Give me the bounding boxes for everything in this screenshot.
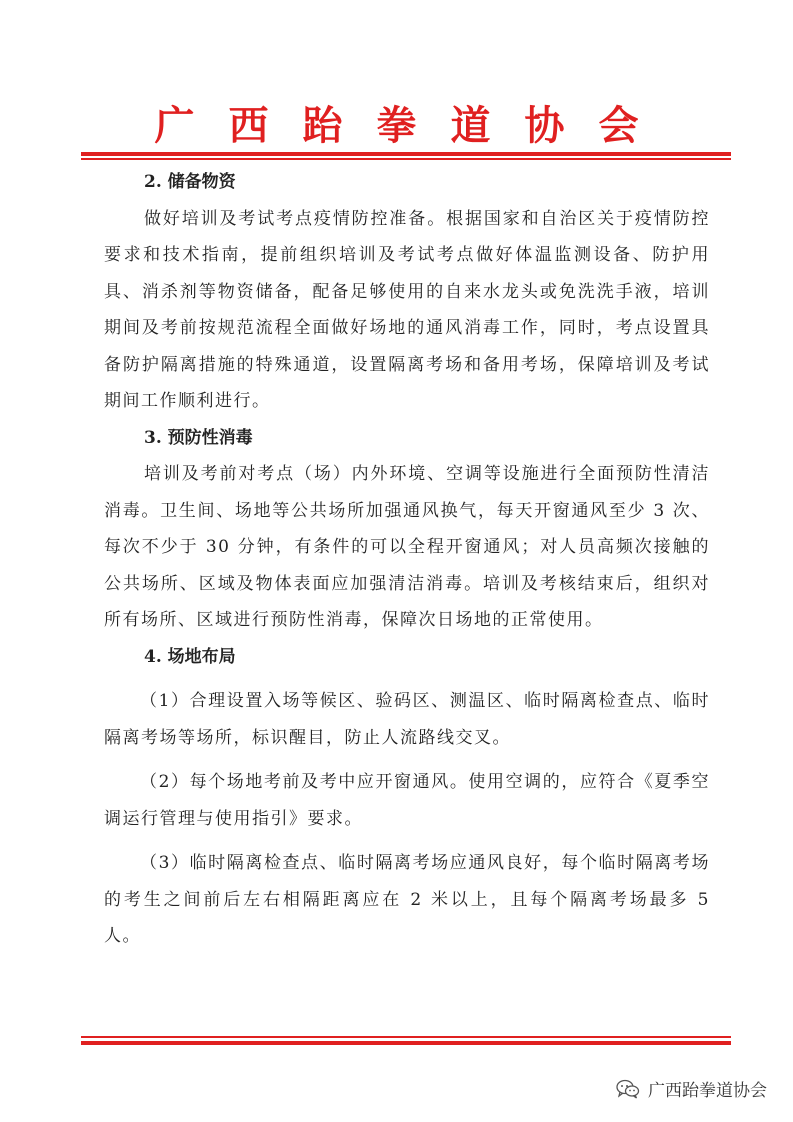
watermark-brand-text: 广西跆拳道协会: [648, 1081, 767, 1101]
letterhead-title: 广西跆拳道协会: [154, 102, 673, 149]
paragraph: 培训及考前对考点（场）内外环境、空调等设施进行全面预防性清洁消毒。卫生间、场地等公共场所加强通风换气，每天开窗通风至少 3 次、每次不少于 30 分钟，有条件的可以全程开窗通风；对人员高频次接触的公共场所、区域及物体表面应加强清洁消毒。培训及考核结束后，组织对所有场所、区域进行预防性消毒，保障次日场地的正常使用。: [104, 464, 710, 630]
section-heading: 2. 储备物资: [144, 172, 236, 192]
section-heading: 4. 场地布局: [144, 646, 236, 667]
list-item: （3）临时隔离检查点、临时隔离考场应通风良好，每个临时隔离考场的考生之间前后左右相隔距离应在 2 米以上，且每个隔离考场最多 5 人。: [104, 853, 710, 946]
list-item: （1）合理设置入场等候区、验码区、测温区、临时隔离检查点、临时隔离考场等场所，标识醒目，防止人流路线交叉。: [104, 691, 710, 748]
paragraph: 做好培训及考试考点疫情防控准备。根据国家和自治区关于疫情防控要求和技术指南，提前组织培训及考试考点做好体温监测设备、防护用具、消杀剂等物资储备，配备足够使用的自来水龙头或免洗洗手液，培训期间及考前按规范流程全面做好场地的通风消毒工作，同时，考点设置具备防护隔离措施的特殊通道，设置隔离考场和备用考场，保障培训及考试期间工作顺利进行。: [104, 208, 710, 411]
header-rule-thin: [81, 158, 731, 160]
footer-rule-thin: [81, 1036, 731, 1038]
section-heading: 3. 预防性消毒: [144, 427, 253, 448]
list-item: （2）每个场地考前及考中应开窗通风。使用空调的，应符合《夏季空调运行管理与使用指引》要求。: [104, 772, 710, 829]
footer-rule-thick: [81, 1041, 731, 1045]
wechat-icon: [616, 1079, 640, 1099]
watermark-brand: [616, 1076, 767, 1101]
header-rule-thick: [81, 152, 731, 156]
document-body: [104, 164, 710, 955]
